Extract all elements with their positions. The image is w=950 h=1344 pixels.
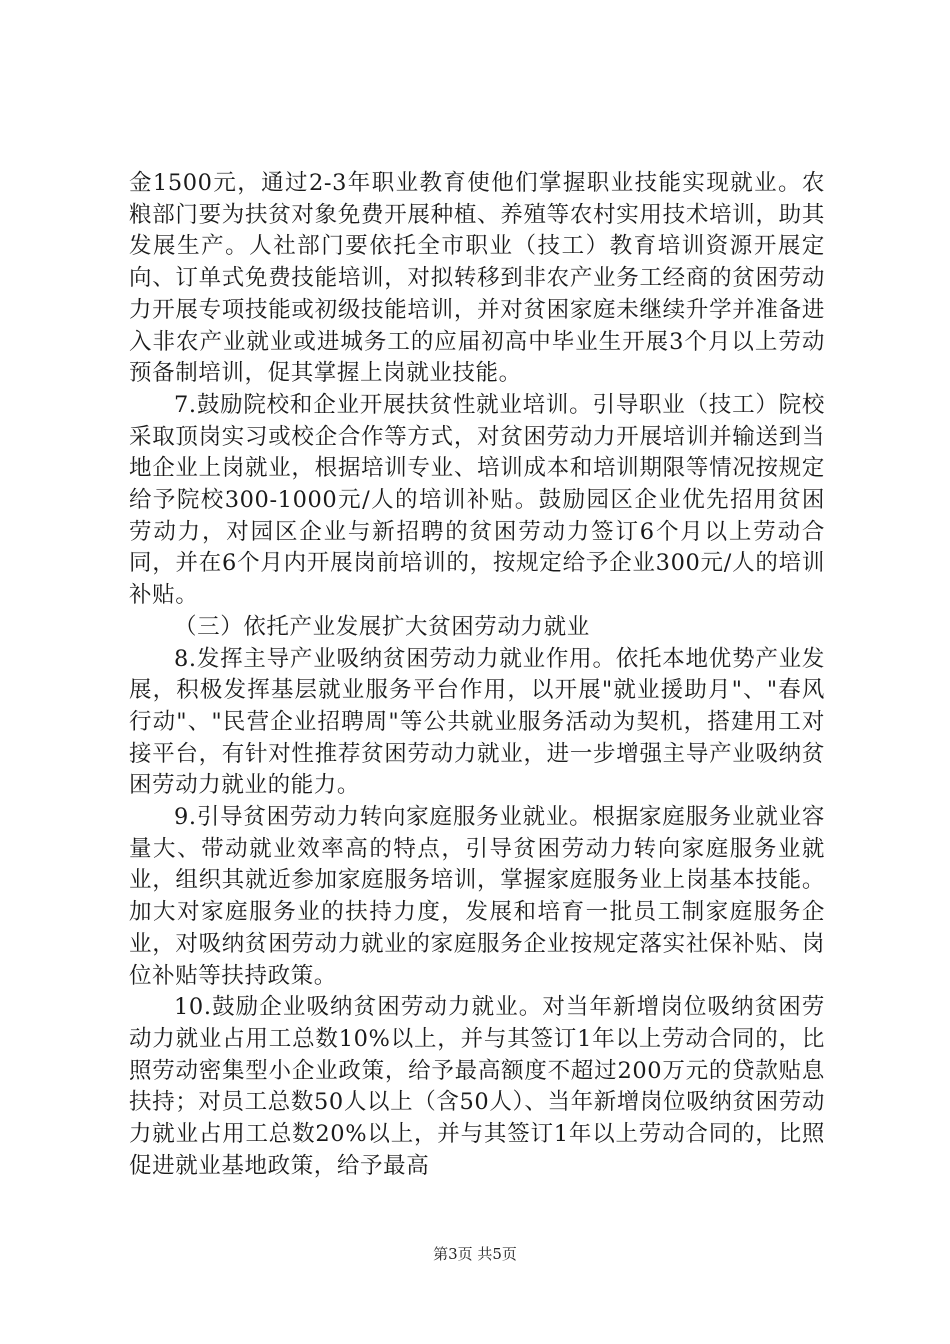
paragraph-item-9: 9.引导贫困劳动力转向家庭服务业就业。根据家庭服务业就业容量大、带动就业效率高的特点，引导贫困劳动力转向家庭服务业就业，组织其就近参加家庭服务培训，掌握家庭服务业上岗基本技能。加大对家庭服务业的扶持力度，发展和培育一批员工制家庭服务企业，对吸纳贫困劳动力就业的家庭服务企业按规定落实社保补贴、岗位补贴等扶持政策。 <box>129 804 825 989</box>
paragraph-item-7: 7.鼓励院校和企业开展扶贫性就业培训。引导职业（技工）院校采取顶岗实习或校企合作等方式，对贫困劳动力开展培训并输送到当地企业上岗就业，根据培训专业、培训成本和培训期限等情况按规定给予院校300-1000元/人的培训补贴。鼓励园区企业优先招用贫困劳动力，对园区企业与新招聘的贫困劳动力签订6个月以上劳动合同，并在6个月内开展岗前培训的，按规定给予企业300元/人的培训补贴。 <box>129 391 825 609</box>
body-text <box>129 168 825 1183</box>
page-footer: 第3页 共5页 <box>433 1245 517 1263</box>
section-heading-3: （三）依托产业发展扩大贫困劳动力就业 <box>174 613 590 640</box>
paragraph-item-8: 8.发挥主导产业吸纳贫困劳动力就业作用。依托本地优势产业发展，积极发挥基层就业服务平台作用，以开展"就业援助月"、"春风行动"、"民营企业招聘周"等公共就业服务活动为契机，搭建用工对接平台，有针对性推荐贫困劳动力就业，进一步增强主导产业吸纳贫困劳动力就业的能力。 <box>129 645 825 799</box>
paragraph-item-10: 10.鼓励企业吸纳贫困劳动力就业。对当年新增岗位吸纳贫困劳动力就业占用工总数10%以上，并与其签订1年以上劳动合同的，比照劳动密集型小企业政策，给予最高额度不超过200万元的贷款贴息扶持；对员工总数50人以上（含50人）、当年新增岗位吸纳贫困劳动力就业占用工总数20%以上，并与其签订1年以上劳动合同的，比照促进就业基地政策，给予最高 <box>129 994 825 1179</box>
paragraph-continuation: 金1500元，通过2-3年职业教育使他们掌握职业技能实现就业。农粮部门要为扶贫对象免费开展种植、养殖等农村实用技术培训，助其发展生产。人社部门要依托全市职业（技工）教育培训资源开展定向、订单式免费技能培训，对拟转移到非农产业务工经商的贫困劳动力开展专项技能或初级技能培训，并对贫困家庭未继续升学并准备进入非农产业就业或进城务工的应届初高中毕业生开展3个月以上劳动预备制培训，促其掌握上岗就业技能。 <box>129 170 825 387</box>
